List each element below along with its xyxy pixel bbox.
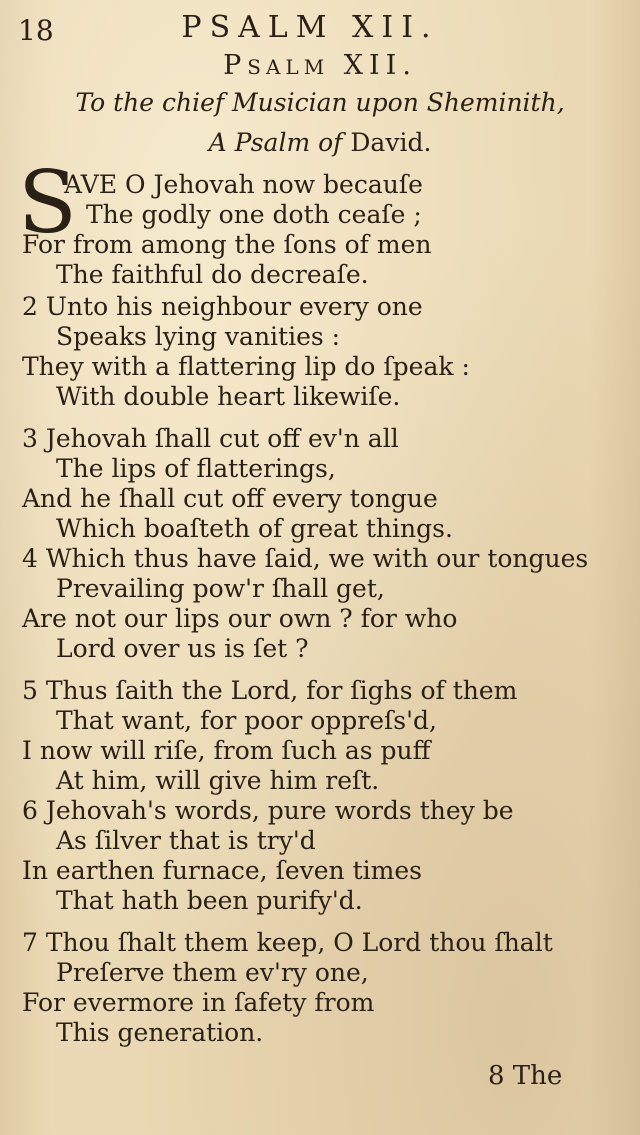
verse-line: Lord over us is ſet ? bbox=[56, 634, 309, 663]
verse-line: The godly one doth ceaſe ; bbox=[86, 200, 422, 229]
verse-line: In earthen furnace, ſeven times bbox=[22, 856, 422, 885]
superscription-roman: David. bbox=[350, 128, 432, 157]
catchword: 8 The bbox=[488, 1061, 563, 1091]
verse-line: 4 Which thus have ſaid, we with our tongues bbox=[22, 544, 589, 573]
drop-cap: S bbox=[18, 153, 77, 253]
verse-line: That hath been purify'd. bbox=[56, 886, 363, 915]
verse-line: The lips of flatterings, bbox=[56, 454, 336, 483]
psalm-title bbox=[0, 50, 640, 81]
verse-line: I now will riſe, from ſuch as puff bbox=[22, 736, 431, 765]
verse-line: 3 Jehovah ſhall cut off ev'n all bbox=[22, 424, 399, 453]
verse-line: The faithful do decreaſe. bbox=[56, 260, 369, 289]
superscription-italic: A Psalm of bbox=[208, 128, 343, 157]
verse-line: Prevailing pow'r ſhall get, bbox=[56, 574, 385, 603]
verse-line: Speaks lying vanities : bbox=[56, 322, 341, 351]
verse-line: Preſerve them ev'ry one, bbox=[56, 958, 369, 987]
verse-line: 2 Unto his neighbour every one bbox=[22, 292, 423, 321]
verse-line: And he ſhall cut off every tongue bbox=[22, 484, 438, 513]
verse-line: 7 Thou ſhalt them keep, O Lord thou ſhalt bbox=[22, 928, 553, 957]
superscription-line-1: To the chief Musician upon Sheminith, bbox=[75, 88, 565, 117]
page-number: 18 bbox=[18, 14, 54, 47]
title-initial: P bbox=[223, 50, 248, 81]
verse-line: Are not our lips our own ? for who bbox=[22, 604, 458, 633]
verse-line: That want, for poor oppreſs'd, bbox=[56, 706, 437, 735]
verse-line: With double heart likewiſe. bbox=[56, 382, 401, 411]
verse-line: 6 Jehovah's words, pure words they be bbox=[22, 796, 514, 825]
verse-line: This generation. bbox=[56, 1018, 264, 1047]
verse-line: 5 Thus ſaith the Lord, for ſighs of them bbox=[22, 676, 518, 705]
superscription-line-2 bbox=[0, 128, 640, 157]
title-smallcaps: SALM bbox=[247, 55, 330, 79]
title-number: XII. bbox=[343, 50, 417, 81]
verse-line: They with a flattering lip do ſpeak : bbox=[22, 352, 470, 381]
verse-line: For evermore in ſafety from bbox=[22, 988, 375, 1017]
verse-line: Which boaſteth of great things. bbox=[56, 514, 453, 543]
verse-line: For from among the ſons of men bbox=[22, 230, 432, 259]
verse-line: At him, will give him reſt. bbox=[56, 766, 380, 795]
verse-line: As ſilver that is try'd bbox=[56, 826, 316, 855]
running-head: PSALM XII. bbox=[181, 10, 439, 45]
verse-line: AVE O Jehovah now becauſe bbox=[64, 170, 423, 199]
